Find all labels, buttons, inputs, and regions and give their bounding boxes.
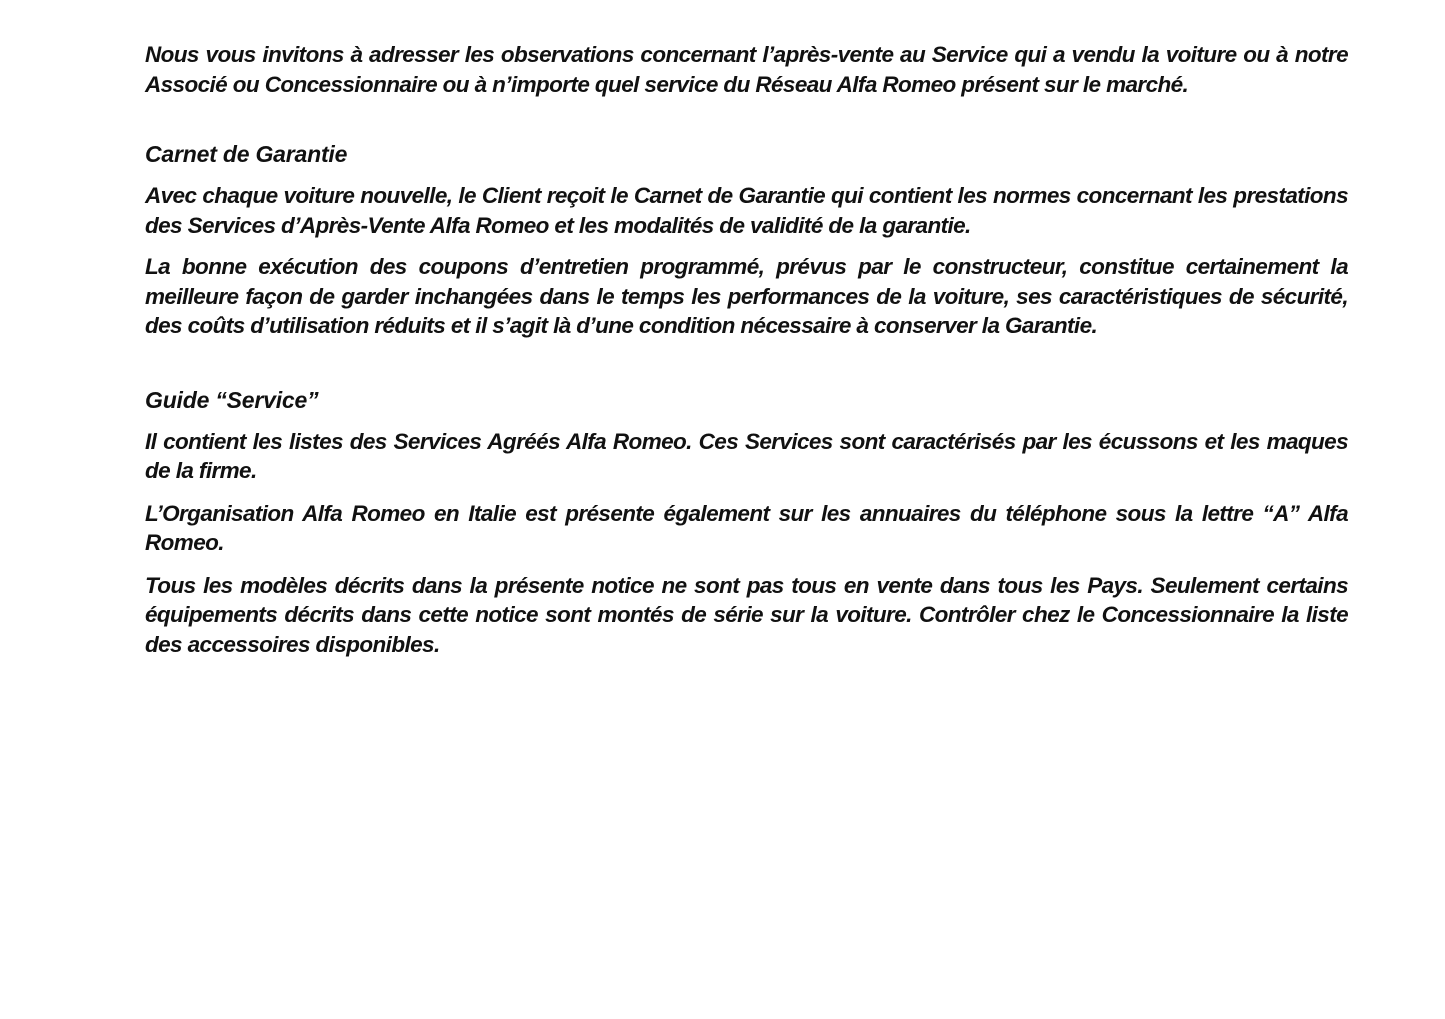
guide-paragraph-1: Il contient les listes des Services Agréés Alfa Romeo. Ces Services sont caractérisés par les écussons et les maques de la firme. bbox=[145, 428, 1348, 483]
document-page bbox=[145, 40, 1348, 659]
guide-paragraph-3: Tous les modèles décrits dans la présente notice ne sont pas tous en vente dans tous les Pays. Seulement certains équipements décrits dans cette notice sont montés de série sur la voiture. Contrôler chez le Concessionnaire la liste des accessoires disponibles. bbox=[145, 572, 1348, 657]
carnet-paragraph-1: Avec chaque voiture nouvelle, le Client reçoit le Carnet de Garantie qui contient les normes concernant les prestations des Services d’Après-Vente Alfa Romeo et les modalités de validité de la garantie. bbox=[145, 183, 1348, 238]
section-heading-carnet-de-garantie: Carnet de Garantie bbox=[145, 141, 348, 167]
guide-paragraph-2: L’Organisation Alfa Romeo en Italie est présente également sur les annuaires du téléphone sous la lettre “A” Alfa Romeo. bbox=[145, 500, 1348, 555]
section-heading-guide-service: Guide “Service” bbox=[145, 386, 319, 413]
carnet-paragraph-2: La bonne exécution des coupons d’entretien programmé, prévus par le constructeur, constitue certainement la meilleure façon de garder inchangées dans le temps les performances de la voiture, ses caractéristiques de sécurité, des coûts d’utilisation réduits et il s’agit là d’une condition nécessaire à conserver la Garantie. bbox=[145, 254, 1348, 338]
intro-paragraph: Nous vous invitons à adresser les observations concernant l’après-vente au Service qui a vendu la voiture ou à notre Associé ou Concessionnaire ou à n’importe quel service du Réseau Alfa Romeo présent sur le marché. bbox=[145, 42, 1348, 97]
